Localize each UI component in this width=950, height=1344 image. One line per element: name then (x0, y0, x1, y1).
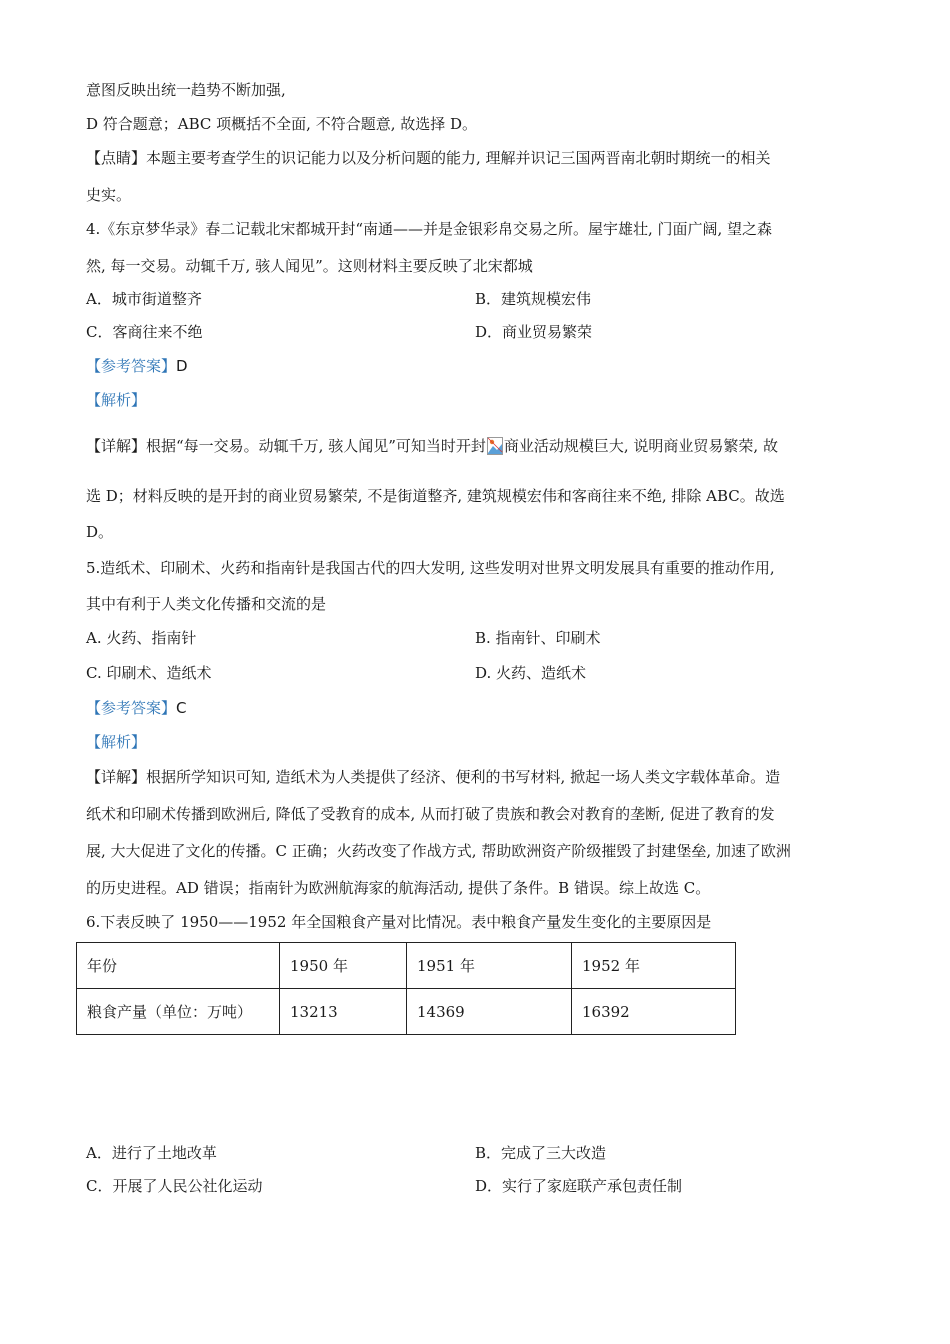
q5-option-c: C. 印刷术、造纸术 (86, 664, 212, 682)
q4-option-c: C．客商往来不绝 (86, 323, 203, 341)
table-cell: 13213 (280, 989, 407, 1035)
text-line: D 符合题意；ABC 项概括不全面, 不符合题意, 故选择 D。 (86, 115, 478, 133)
table-row (77, 943, 736, 989)
analysis-label: 【解析】 (86, 391, 147, 409)
q5-detail: 展, 大大促进了文化的传播。C 正确；火药改变了作战方式, 帮助欧洲资产阶级摧毁了封建堡垒, 加速了欧洲 (86, 842, 791, 860)
grain-output-table (76, 942, 736, 1035)
analysis-label: 【解析】 (86, 733, 147, 751)
text-line: 意图反映出统一趋势不断加强, (86, 81, 286, 99)
text-line: 【点睛】本题主要考查学生的识记能力以及分析问题的能力, 理解并识记三国两晋南北朝时期统一的相关 (86, 149, 771, 167)
q5-stem: 其中有利于人类文化传播和交流的是 (86, 595, 327, 613)
q4-option-b: B．建筑规模宏伟 (475, 290, 592, 308)
table-cell: 16392 (572, 989, 736, 1035)
detail-text: 【详解】根据“每一交易。动辄千万, 骇人闻见”可知当时开封 (86, 437, 486, 455)
q5-option-b: B. 指南针、印刷术 (475, 629, 601, 647)
text-line: 史实。 (86, 186, 132, 204)
q4-detail: D。 (86, 523, 114, 541)
answer-value: D (176, 357, 188, 375)
q5-option-a: A. 火药、指南针 (86, 629, 197, 647)
answer-label: 【参考答案】 (86, 357, 177, 375)
q5-detail: 【详解】根据所学知识可知, 造纸术为人类提供了经济、便利的书写材料, 掀起一场人类文字载体革命。造 (86, 768, 781, 786)
q5-answer (86, 698, 187, 718)
q5-option-d: D. 火药、造纸术 (475, 664, 587, 682)
q6-option-b: B．完成了三大改造 (475, 1144, 607, 1162)
q4-stem: 然, 每一交易。动辄千万, 骇人闻见”。这则材料主要反映了北宋都城 (86, 257, 533, 275)
image-icon (487, 437, 503, 455)
q4-answer (86, 356, 188, 376)
q4-detail: 选 D；材料反映的是开封的商业贸易繁荣, 不是街道整齐, 建筑规模宏伟和客商往来不绝, 排除 ABC。故选 (86, 487, 785, 505)
detail-text: 商业活动规模巨大, 说明商业贸易繁荣, 故 (503, 437, 778, 455)
table-cell: 1950 年 (280, 943, 407, 989)
q6-option-a: A．进行了土地改革 (86, 1144, 217, 1162)
table-cell: 粮食产量（单位：万吨） (77, 989, 280, 1035)
table-row (77, 989, 736, 1035)
table-cell: 1951 年 (407, 943, 572, 989)
q4-detail (86, 436, 778, 456)
q6-option-c: C．开展了人民公社化运动 (86, 1177, 263, 1195)
q6-stem: 6.下表反映了 1950——1952 年全国粮食产量对比情况。表中粮食产量发生变化的主要原因是 (86, 913, 712, 931)
q4-option-a: A．城市街道整齐 (86, 290, 202, 308)
q6-option-d: D．实行了家庭联产承包责任制 (475, 1177, 683, 1195)
table-cell: 14369 (407, 989, 572, 1035)
table-cell: 年份 (77, 943, 280, 989)
q5-stem: 5.造纸术、印刷术、火药和指南针是我国古代的四大发明, 这些发明对世界文明发展具有重要的推动作用, (86, 559, 775, 577)
q5-detail: 的历史进程。AD 错误；指南针为欧洲航海家的航海活动, 提供了条件。B 错误。综上故选 C。 (86, 879, 711, 897)
table-cell: 1952 年 (572, 943, 736, 989)
q5-detail: 纸术和印刷术传播到欧洲后, 降低了受教育的成本, 从而打破了贵族和教会对教育的垄断, 促进了教育的发 (86, 805, 775, 823)
q4-option-d: D．商业贸易繁荣 (475, 323, 593, 341)
q4-stem: 4.《东京梦华录》春二记载北宋都城开封“南通——并是金银彩帛交易之所。屋宇雄壮, 门面广阔, 望之森 (86, 220, 773, 238)
answer-value: C (176, 699, 187, 717)
answer-label: 【参考答案】 (86, 699, 177, 717)
